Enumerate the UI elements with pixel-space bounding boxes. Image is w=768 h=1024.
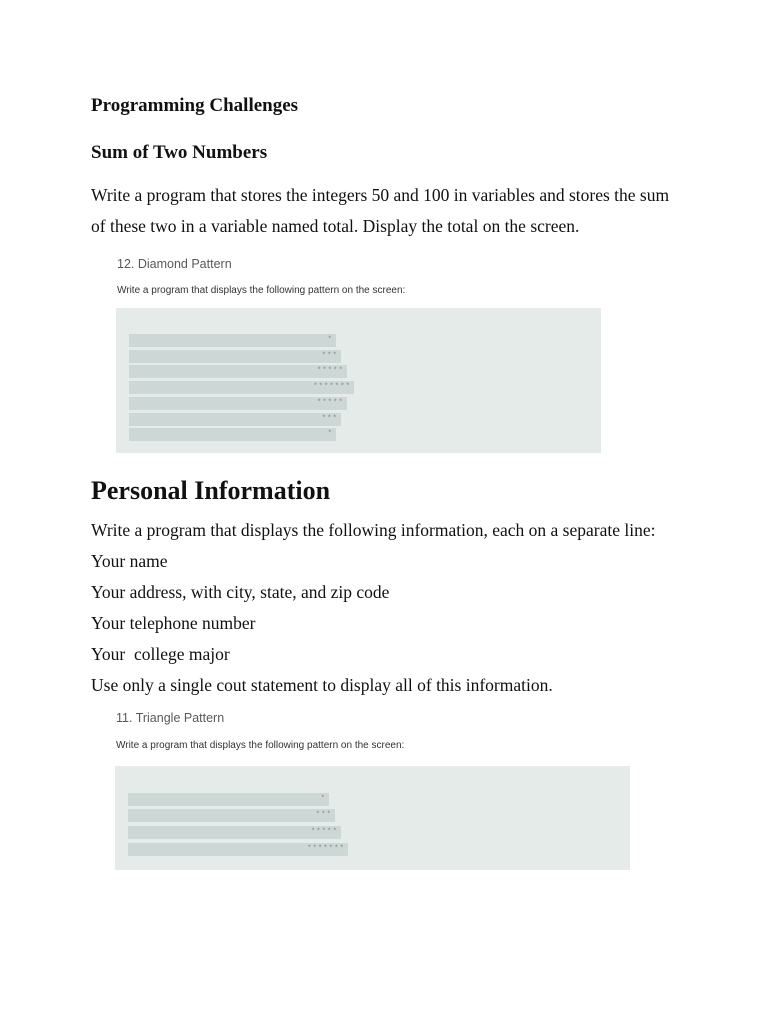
triangle-pattern-title: 11. Triangle Pattern: [116, 711, 225, 725]
sum-two-numbers-line-1: Write a program that stores the integers 50 and 100 in variables and stores the sum: [91, 185, 670, 205]
sum-two-numbers-line-2: of these two in a variable named total. Display the total on the screen.: [91, 216, 580, 236]
personal-info-line: Your name: [91, 551, 168, 571]
diamond-row: ***: [129, 413, 341, 426]
diamond-row: *****: [129, 365, 347, 378]
triangle-pattern-description: Write a program that displays the following pattern on the screen:: [116, 740, 405, 751]
personal-info-line: Your telephone number: [91, 613, 256, 633]
diamond-pattern-box: [116, 308, 601, 453]
triangle-row: ***: [128, 809, 335, 822]
diamond-row: *****: [129, 397, 347, 410]
personal-information-heading: Personal Information: [91, 476, 331, 505]
personal-info-line: Your college major: [91, 644, 230, 664]
diamond-row: *: [129, 334, 336, 347]
triangle-row: *******: [128, 843, 348, 856]
triangle-pattern-box: [115, 766, 630, 870]
personal-info-line: Your address, with city, state, and zip code: [91, 582, 390, 602]
sum-two-numbers-heading: Sum of Two Numbers: [91, 142, 268, 163]
diamond-pattern-title: 12. Diamond Pattern: [117, 257, 232, 271]
page-title: Programming Challenges: [91, 95, 299, 116]
diamond-row: ***: [129, 350, 341, 363]
personal-info-line: Write a program that displays the following information, each on a separate line:: [91, 520, 656, 540]
triangle-row: *****: [128, 826, 341, 839]
diamond-pattern-description: Write a program that displays the following pattern on the screen:: [117, 285, 406, 296]
personal-info-line: Use only a single cout statement to display all of this information.: [91, 675, 553, 695]
diamond-row: *: [129, 428, 336, 441]
diamond-row: *******: [129, 381, 354, 394]
triangle-row: *: [128, 793, 329, 806]
